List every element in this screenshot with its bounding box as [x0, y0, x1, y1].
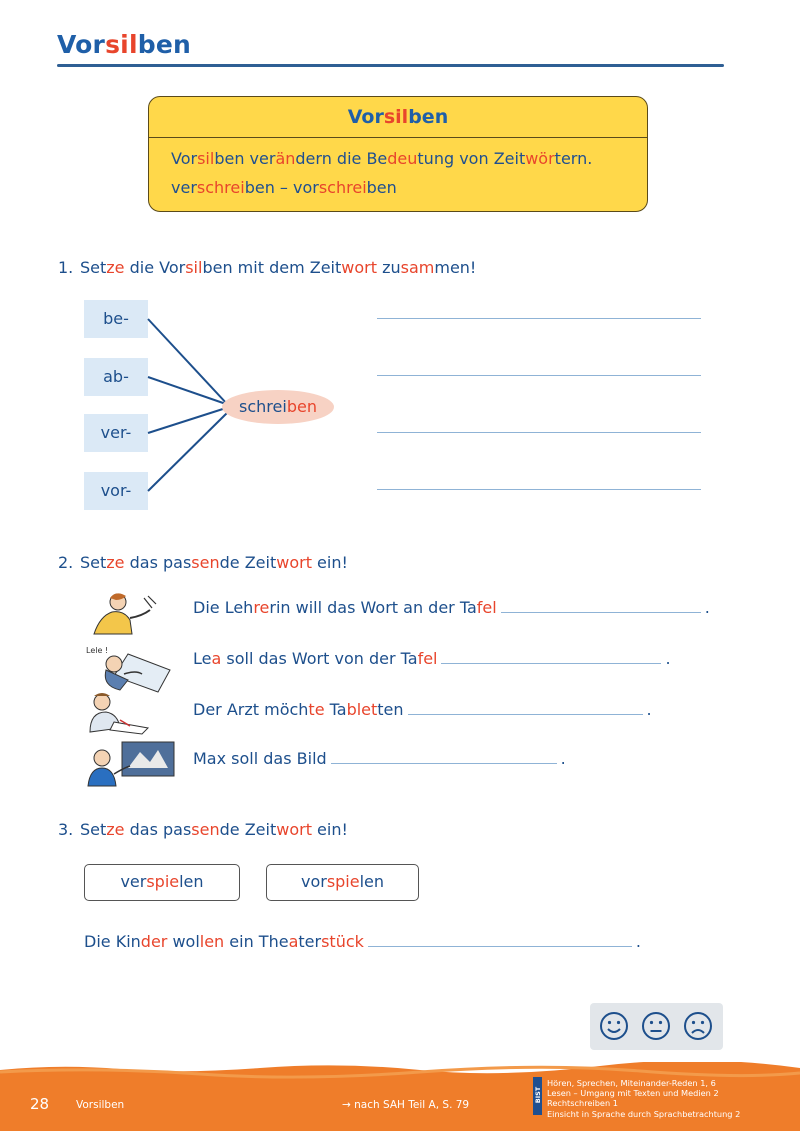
teacher-writing-illustration: [86, 590, 166, 638]
rule-box-line-1: Vorsilben verändern die Bedeutung von Zeitwörtern.: [171, 149, 593, 168]
answer-line-3[interactable]: [377, 432, 701, 433]
task-2-sentence-4: Max soll das Bild .: [193, 749, 566, 768]
picture-caption: Lele !: [86, 646, 109, 655]
prefix-box-vor: vor-: [84, 472, 148, 510]
doctor-writing-illustration: [84, 688, 164, 736]
self-assessment-panel: [590, 1003, 723, 1050]
prefix-box-be: be-: [84, 300, 148, 338]
task-3-instruction: 3. Setze das passende Zeitwort ein!: [58, 820, 348, 839]
task-2-sentence-3: Der Arzt möchte Tabletten .: [193, 700, 652, 719]
girl-wiping-illustration: [84, 640, 176, 694]
bist-badge: [533, 1077, 542, 1115]
answer-line-2[interactable]: [377, 375, 701, 376]
prefix-box-ver: ver-: [84, 414, 148, 452]
arrow-right-icon: →: [342, 1099, 351, 1111]
prefix-box-ab: ab-: [84, 358, 148, 396]
bist-label: BIST: [534, 1086, 542, 1104]
task-2-sentence-1: Die Lehrerin will das Wort an der Tafel .: [193, 598, 710, 617]
option-box-verspielen: verspielen: [84, 864, 240, 901]
happy-face-icon[interactable]: [599, 1011, 629, 1041]
footer-standards-list: [547, 1078, 740, 1119]
sentence-3-blank[interactable]: [408, 714, 643, 715]
standard-line: Einsicht in Sprache durch Sprachbetrachtung 2: [547, 1108, 741, 1119]
answer-line-4[interactable]: [377, 489, 701, 490]
rule-box-line-2: verschreiben – vorschreiben: [171, 178, 397, 197]
footer-topic: Vorsilben: [76, 1099, 125, 1111]
task-2-sentence-2: Lea soll das Wort von der Tafel .: [193, 649, 671, 668]
page-title: Vorsilben: [57, 30, 191, 59]
rule-box-heading: Vorsilben: [149, 97, 647, 138]
task-3-blank[interactable]: [368, 946, 632, 947]
footer-page-number: 28: [30, 1095, 50, 1113]
sentence-4-blank[interactable]: [331, 763, 557, 764]
task-1-instruction: 1. Setze die Vorsilben mit dem Zeitwort zusammen!: [58, 258, 477, 277]
standard-line: Lesen – Umgang mit Texten und Medien 2: [547, 1088, 719, 1099]
connector-line-ver: [148, 408, 226, 433]
footer-reference: → nach SAH Teil A, S. 79: [342, 1099, 470, 1111]
neutral-face-icon[interactable]: [641, 1011, 671, 1041]
standard-line: Hören, Sprechen, Miteinander-Reden 1, 6: [547, 1078, 716, 1088]
connector-line-be: [148, 319, 228, 405]
task-2-instruction: 2. Setze das passende Zeitwort ein!: [58, 553, 348, 572]
task-3-sentence: Die Kinder wollen ein Theaterstück .: [84, 932, 641, 951]
sentence-2-blank[interactable]: [441, 663, 661, 664]
sentence-1-blank[interactable]: [501, 612, 701, 613]
connector-line-vor: [148, 410, 230, 491]
standard-line: Rechtschreiben 1: [547, 1098, 618, 1109]
answer-line-1[interactable]: [377, 318, 701, 319]
option-box-vorspielen: vorspielen: [266, 864, 419, 901]
boy-with-picture-illustration: [84, 738, 178, 788]
sad-face-icon[interactable]: [683, 1011, 713, 1041]
word-oval-schreiben: schreiben: [222, 390, 334, 424]
